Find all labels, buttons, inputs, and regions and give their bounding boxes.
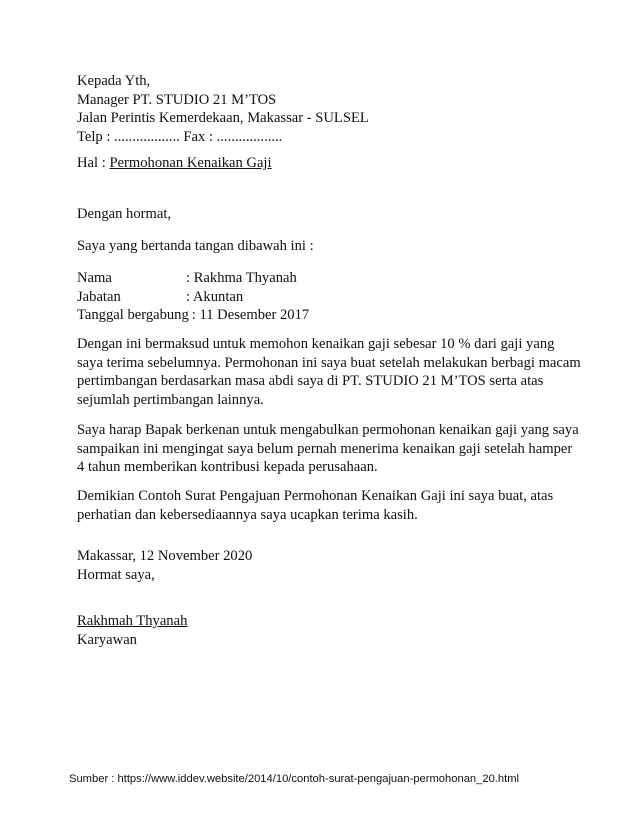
paragraph-line: sampaikan ini mengingat saya belum pernah menerima kenaikan gaji setelah hamper <box>77 440 573 457</box>
identity-key: Nama <box>77 270 112 286</box>
identity-key: Tanggal bergabung <box>77 307 189 324</box>
regards: Hormat saya, <box>77 566 155 583</box>
paragraph-hope <box>77 421 579 477</box>
subject-label: Hal : <box>77 155 110 171</box>
paragraph-line: 4 tahun memberikan kontribusi kepada perusahaan. <box>77 459 378 476</box>
recipient-block <box>77 72 369 146</box>
recipient-salutation: Kepada Yth, <box>77 73 151 89</box>
place-date: Makassar, 12 November 2020 <box>77 548 253 564</box>
signature-role: Karyawan <box>77 631 137 648</box>
paragraph-line: pertimbangan berdasarkan masa abdi saya di PT. STUDIO 21 M’TOS serta atas <box>77 373 544 390</box>
paragraph-closing <box>77 487 553 524</box>
paragraph-line: Demikian Contoh Surat Pengajuan Permohonan Kenaikan Gaji ini saya buat, atas <box>77 488 554 504</box>
paragraph-line: sejumlah pertimbangan lainnya. <box>77 391 264 408</box>
signature-name: Rakhmah Thyanah <box>77 613 188 629</box>
subject-text: Permohonan Kenaikan Gaji <box>109 155 272 171</box>
source-footer: Sumber : https://www.iddev.website/2014/10/contoh-surat-pengajuan-permohonan_20.html <box>69 773 520 785</box>
identity-value: : 11 Desember 2017 <box>191 307 310 324</box>
paragraph-line: Dengan ini bermaksud untuk memohon kenaikan gaji sebesar 10 % dari gaji yang <box>77 336 555 352</box>
identity-value: : Rakhma Thyanah <box>186 270 297 286</box>
paragraph-line: saya terima sebelumnya. Permohonan ini saya buat setelah melakukan berbagi macam <box>77 354 581 371</box>
paragraph-line: Saya harap Bapak berkenan untuk mengabulkan permohonan kenaikan gaji yang saya <box>77 422 579 438</box>
closing-block <box>77 547 252 584</box>
subject-line <box>77 154 272 173</box>
identity-block <box>77 269 309 325</box>
recipient-title: Manager PT. STUDIO 21 M’TOS <box>77 91 277 108</box>
paragraph-line: perhatian dan kebersediaannya saya ucapkan terima kasih. <box>77 506 418 523</box>
identity-row-joined <box>77 306 309 325</box>
paragraph-request <box>77 335 581 409</box>
identity-key: Jabatan <box>77 288 121 305</box>
identity-value: : Akuntan <box>186 288 244 305</box>
greeting: Dengan hormat, <box>77 206 172 222</box>
recipient-address: Jalan Perintis Kemerdekaan, Makassar - SULSEL <box>77 110 369 127</box>
identity-row-name <box>77 269 309 288</box>
intro-text: Saya yang bertanda tangan dibawah ini : <box>77 238 314 254</box>
identity-row-position <box>77 288 309 307</box>
recipient-contact: Telp : .................. Fax : .................. <box>77 128 283 145</box>
signature-block <box>77 612 187 649</box>
